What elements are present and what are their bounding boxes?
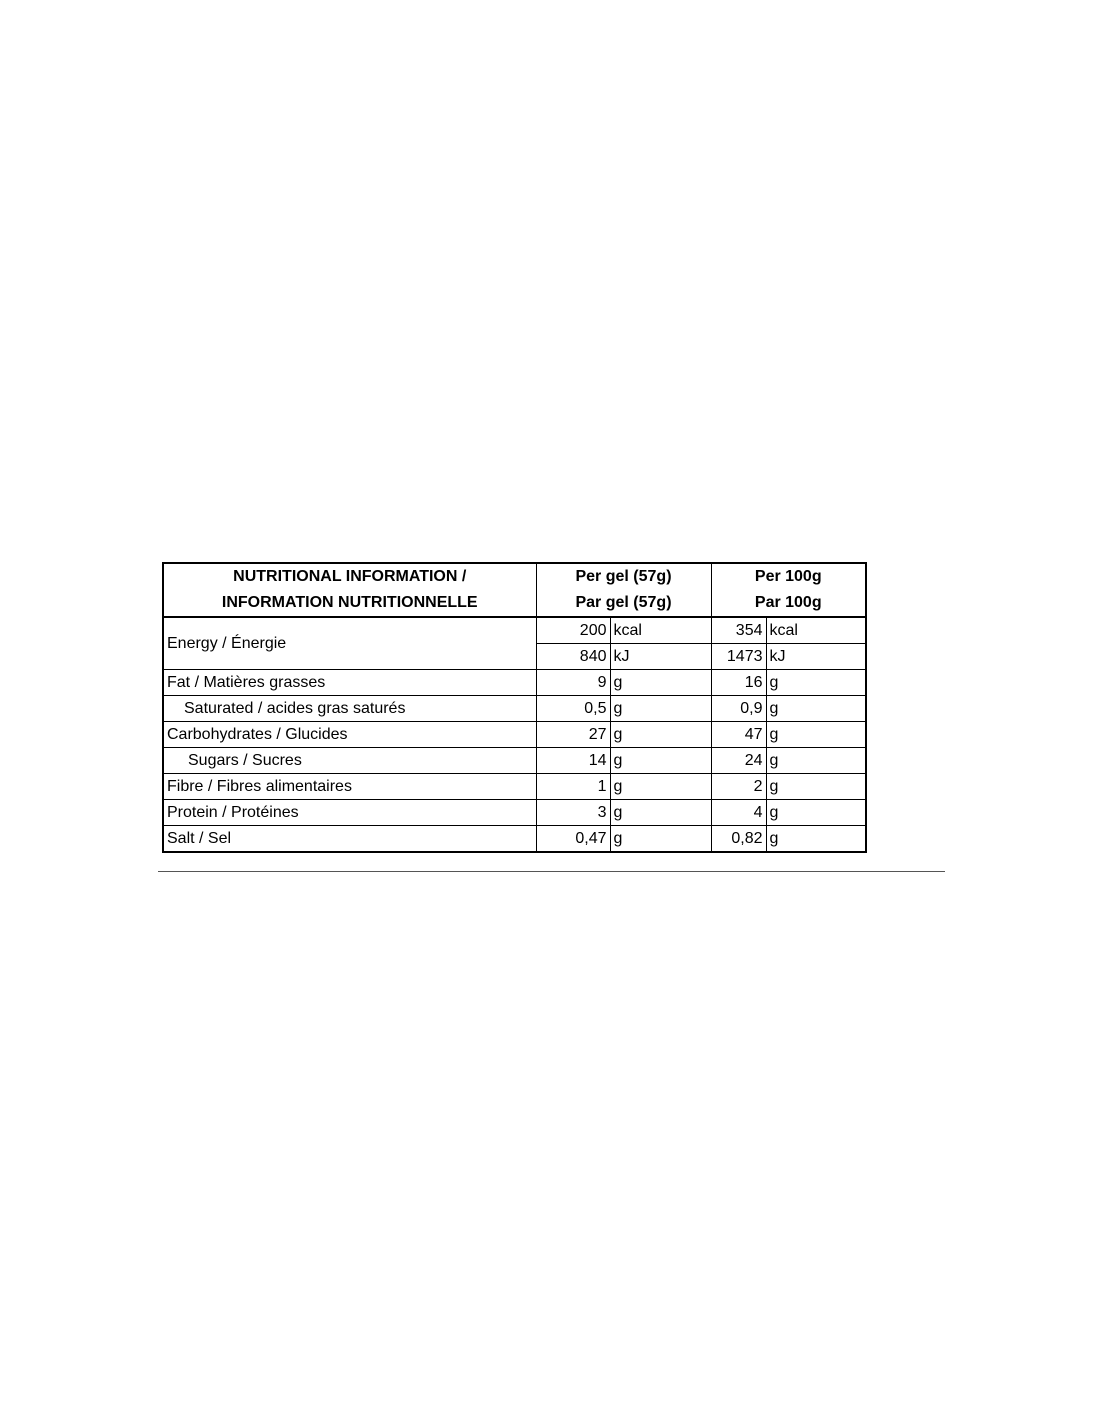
table-row-saturated bbox=[163, 696, 866, 722]
salt-unit-per-100g: g bbox=[766, 826, 866, 853]
header-per-gel-line2: Par gel (57g) bbox=[575, 594, 672, 611]
header-row bbox=[163, 563, 866, 617]
carbohydrates-unit-per-100g: g bbox=[766, 722, 866, 748]
protein-per-gel: 3 bbox=[536, 800, 610, 826]
sugars-per-100g: 24 bbox=[711, 748, 766, 774]
nutrition-table bbox=[162, 562, 867, 853]
carbohydrates-label: Carbohydrates / Glucides bbox=[163, 722, 536, 748]
energy-kj-unit-per-gel: kJ bbox=[610, 644, 711, 670]
fat-unit-per-100g: g bbox=[766, 670, 866, 696]
fat-per-gel: 9 bbox=[536, 670, 610, 696]
header-nutrient-line1: NUTRITIONAL INFORMATION / bbox=[233, 568, 467, 585]
table-row-energy-kcal bbox=[163, 617, 866, 644]
header-nutrient-line2: INFORMATION NUTRITIONNELLE bbox=[221, 594, 478, 611]
carbohydrates-per-gel: 27 bbox=[536, 722, 610, 748]
header-per-100g bbox=[711, 563, 866, 617]
fibre-unit-per-100g: g bbox=[766, 774, 866, 800]
header-nutrient bbox=[163, 563, 536, 617]
table-row-carbohydrates bbox=[163, 722, 866, 748]
table-row-salt bbox=[163, 826, 866, 853]
saturated-per-100g: 0,9 bbox=[711, 696, 766, 722]
fat-unit-per-gel: g bbox=[610, 670, 711, 696]
table-row-protein bbox=[163, 800, 866, 826]
table-row-sugars bbox=[163, 748, 866, 774]
protein-unit-per-100g: g bbox=[766, 800, 866, 826]
energy-kj-per-gel: 840 bbox=[536, 644, 610, 670]
saturated-per-gel: 0,5 bbox=[536, 696, 610, 722]
table-row-fat bbox=[163, 670, 866, 696]
table-row-fibre bbox=[163, 774, 866, 800]
header-per-100g-line1: Per 100g bbox=[754, 568, 822, 585]
bottom-rule bbox=[158, 871, 945, 872]
fibre-per-100g: 2 bbox=[711, 774, 766, 800]
protein-per-100g: 4 bbox=[711, 800, 766, 826]
protein-unit-per-gel: g bbox=[610, 800, 711, 826]
saturated-unit-per-100g: g bbox=[766, 696, 866, 722]
fibre-per-gel: 1 bbox=[536, 774, 610, 800]
sugars-per-gel: 14 bbox=[536, 748, 610, 774]
saturated-label: Saturated / acides gras saturés bbox=[163, 696, 536, 722]
sugars-unit-per-gel: g bbox=[610, 748, 711, 774]
energy-kcal-per-100g: 354 bbox=[711, 617, 766, 644]
salt-per-gel: 0,47 bbox=[536, 826, 610, 853]
header-per-gel-line1: Per gel (57g) bbox=[575, 568, 672, 585]
energy-kcal-unit-per-gel: kcal bbox=[610, 617, 711, 644]
header-per-gel bbox=[536, 563, 711, 617]
fibre-unit-per-gel: g bbox=[610, 774, 711, 800]
carbohydrates-per-100g: 47 bbox=[711, 722, 766, 748]
protein-label: Protein / Protéines bbox=[163, 800, 536, 826]
sugars-label: Sugars / Sucres bbox=[163, 748, 536, 774]
header-per-100g-line2: Par 100g bbox=[754, 594, 822, 611]
salt-label: Salt / Sel bbox=[163, 826, 536, 853]
energy-kcal-per-gel: 200 bbox=[536, 617, 610, 644]
salt-per-100g: 0,82 bbox=[711, 826, 766, 853]
fat-per-100g: 16 bbox=[711, 670, 766, 696]
carbohydrates-unit-per-gel: g bbox=[610, 722, 711, 748]
saturated-unit-per-gel: g bbox=[610, 696, 711, 722]
sugars-unit-per-100g: g bbox=[766, 748, 866, 774]
salt-unit-per-gel: g bbox=[610, 826, 711, 853]
energy-kj-unit-per-100g: kJ bbox=[766, 644, 866, 670]
energy-label: Energy / Énergie bbox=[163, 617, 536, 670]
energy-kcal-unit-per-100g: kcal bbox=[766, 617, 866, 644]
energy-kj-per-100g: 1473 bbox=[711, 644, 766, 670]
fat-label: Fat / Matières grasses bbox=[163, 670, 536, 696]
fibre-label: Fibre / Fibres alimentaires bbox=[163, 774, 536, 800]
